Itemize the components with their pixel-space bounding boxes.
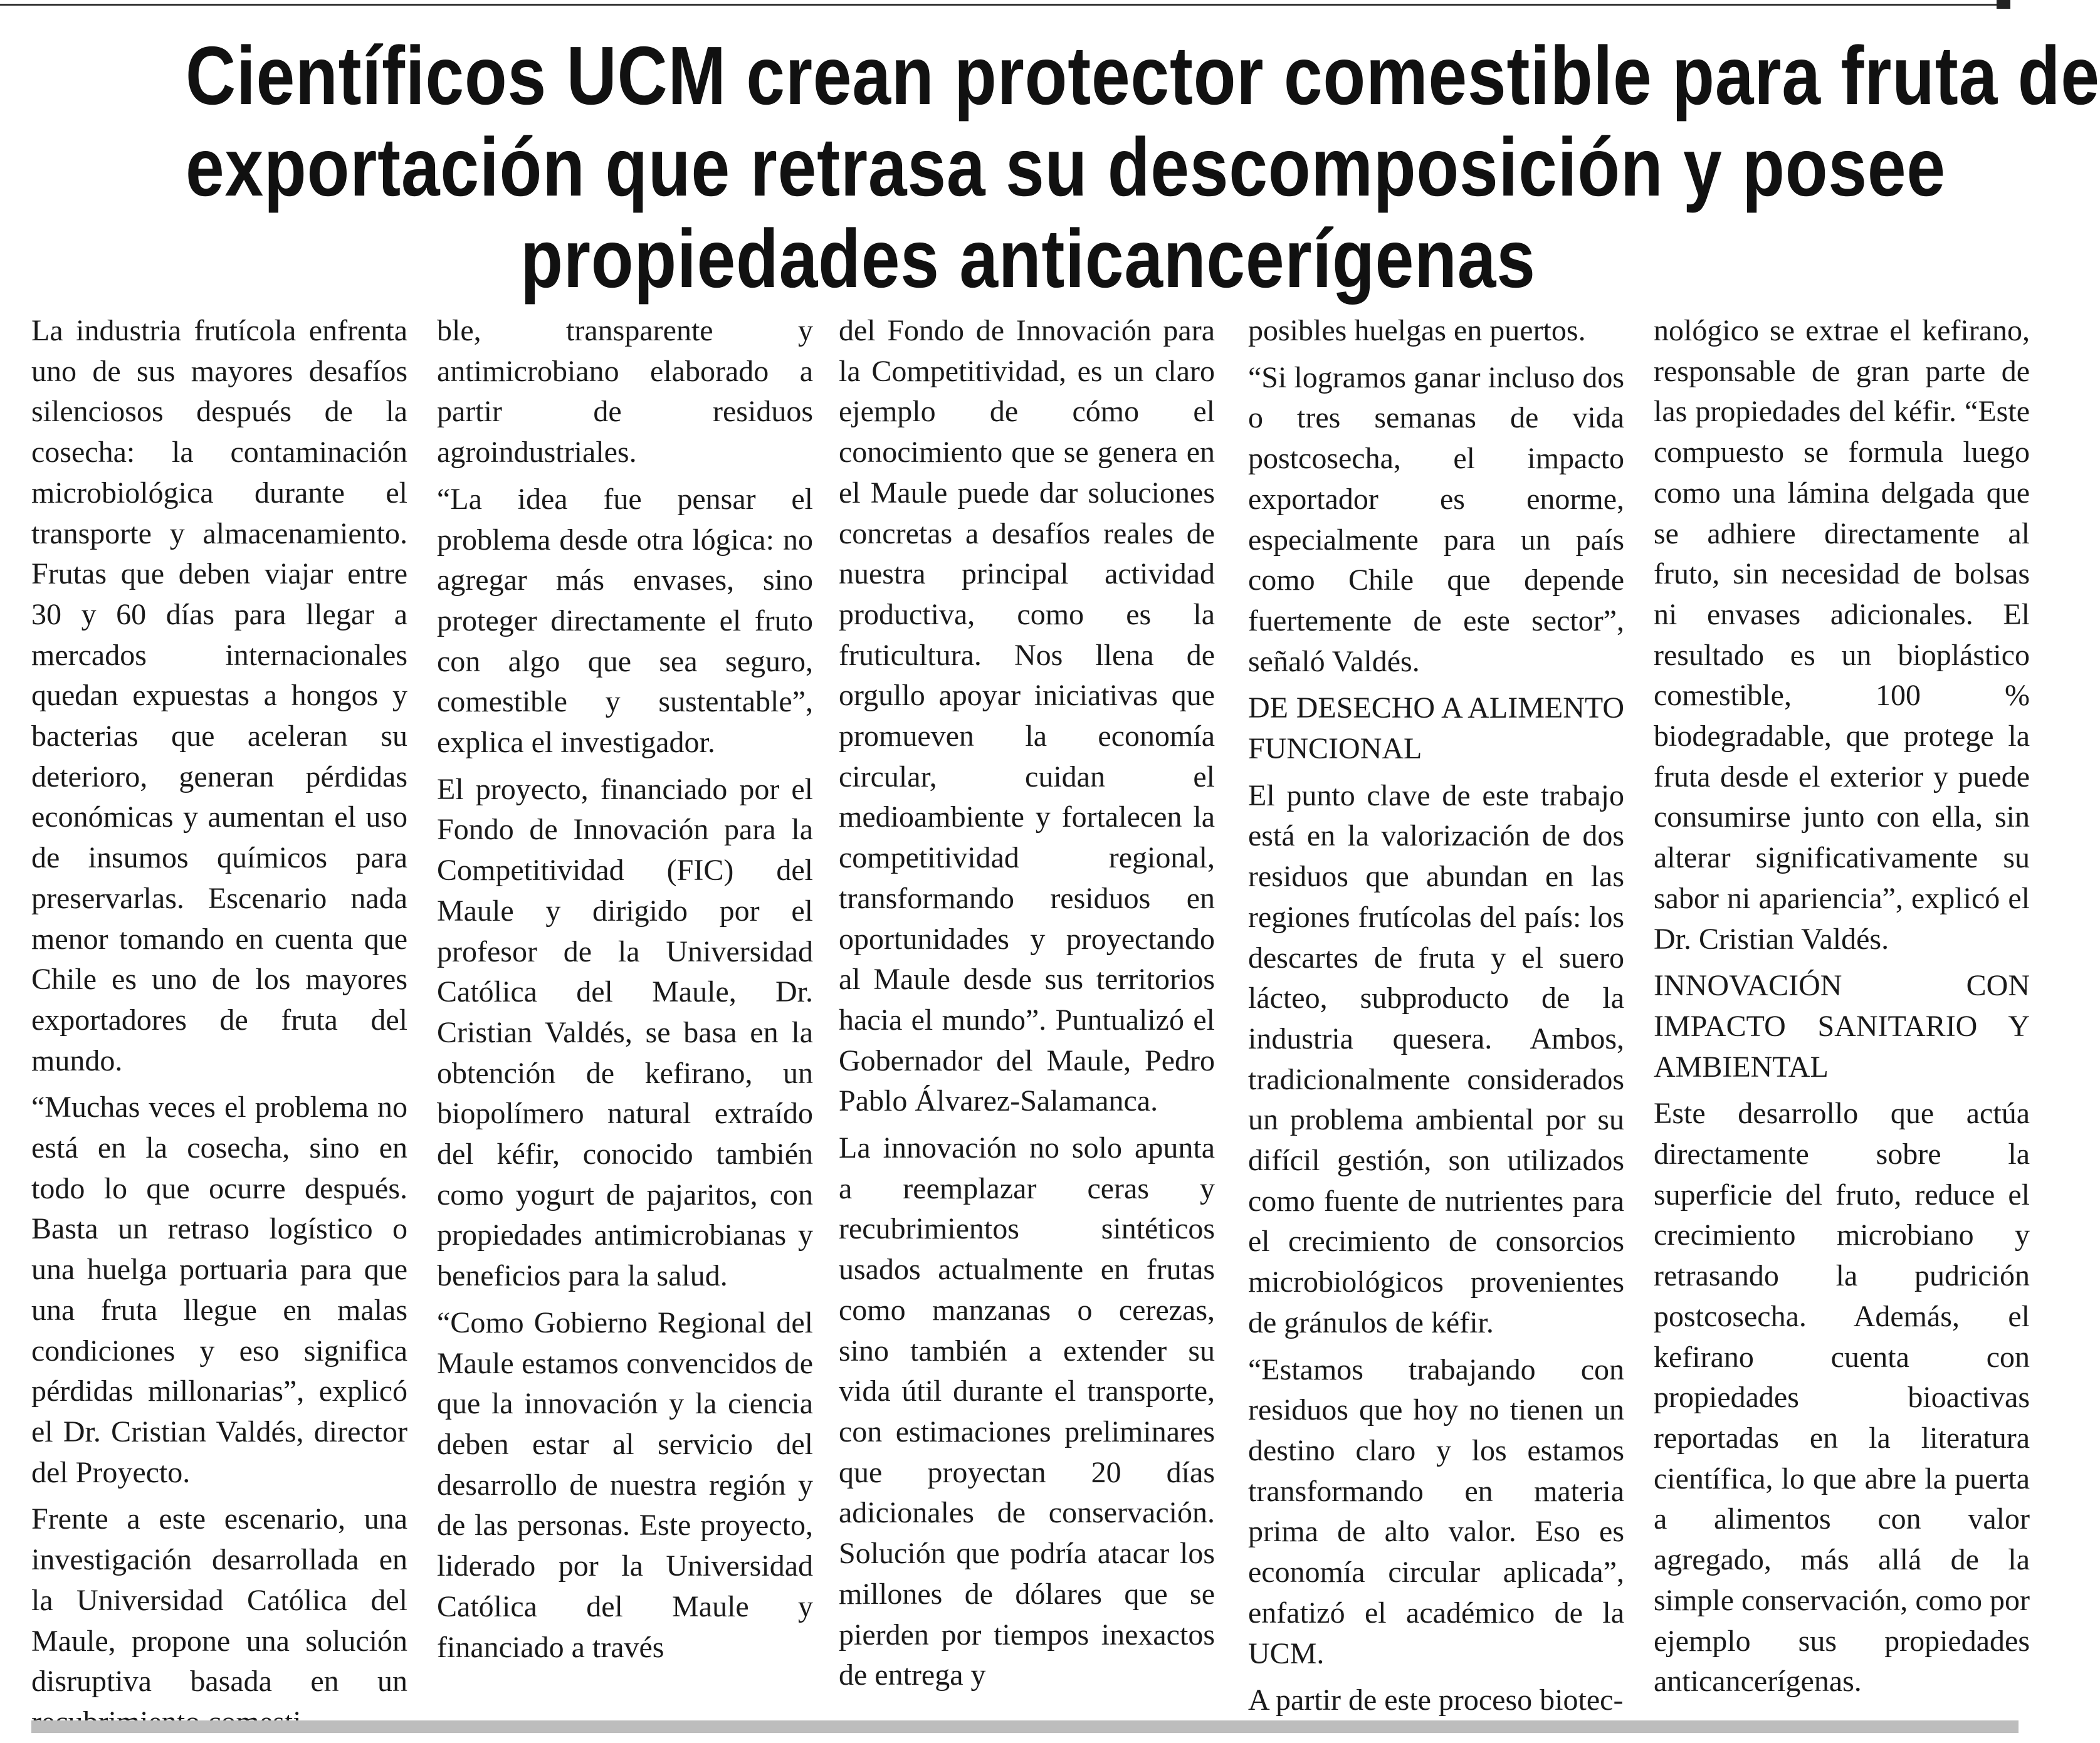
paragraph: Este desarrollo que actúa directamente sobre la superficie del fruto, reduce el crecimiento microbiano y retrasando la pudrición postcosecha. Además, el kefirano cuenta con propiedades bioactivas reportadas en la literatura científica, lo que abre la puerta a alimentos con valor agregado, más allá de la simple conservación, como por ejemplo sus propiedades anticancerígenas. [1654, 1097, 2030, 1699]
headline [186, 29, 2100, 305]
paragraph: “Estamos trabajando con residuos que hoy no tienen un destino claro y los estamos transformando en materia prima de alto valor. Eso es economía circular aplicada”, enfatizó el académico de la UCM. [1248, 1353, 1624, 1670]
paragraph: La industria frutícola enfrenta uno de sus mayores desafíos silenciosos después de la cosecha: la contaminación microbiológica durante el transporte y almacenamiento. Frutas que deben viajar entre 30 y 60 días para llegar a mercados internacionales quedan expuestas a hongos y bacterias que aceleran su deterioro, generan pérdidas económicas y aumentan el uso de insumos químicos para preservarlas. Escenario nada menor tomando en cuenta que Chile es uno de los mayores exportadores de fruta del mundo. [31, 314, 407, 1077]
paragraph: ble, transparente y antimicrobiano elaborado a partir de residuos agroindustriales. [437, 314, 813, 469]
article-body [0, 311, 2056, 1717]
section-heading: INNOVACIÓN CON IMPACTO SANITARIO Y AMBIENTAL [1654, 969, 2030, 1084]
section-heading: DE DESECHO A ALIMENTO FUNCIONAL [1248, 691, 1624, 766]
paragraph: Frente a este escenario, una investigación desarrollada en la Universidad Católica del Maule, propone una solución disruptiva basada en un [31, 1502, 407, 1699]
paragraph: “Como Gobierno Regional del Maule estamos convencidos de que la innovación y la ciencia deben estar al servicio del desarrollo de nuestra región y de las personas. Este proyecto, liderado por la Universidad Católica del Maule y financiado a través [437, 1306, 813, 1664]
column-5 [1654, 311, 2030, 1709]
paragraph: posibles huelgas en puertos. [1248, 314, 1586, 347]
page-corner-mark [1997, 0, 2010, 9]
bottom-rule [31, 1720, 2019, 1733]
column-2 [437, 311, 813, 1709]
headline-line-3: propiedades anticancerígenas [520, 212, 1536, 305]
paragraph: “Muchas veces el problema no está en la cosecha, sino en todo lo que ocurre después. Basta un retraso logístico o una huelga portuaria para que una fruta llegue en malas condiciones y eso significa pérdidas millonarias”, explicó el Dr. Cristian Valdés, director del Proyecto. [31, 1091, 407, 1489]
paragraph: El punto clave de este trabajo está en la valorización de dos residuos que abundan en las regiones frutícolas del país: los descartes de fruta y el suero lácteo, subproducto de la industria quesera. Ambos, tradicionalmente considerados un problema ambiental por su difícil gestión, son utilizados como fuente de nutrientes para el crecimiento de consorcios microbiológicos provenientes de gránulos de kéfir. [1248, 778, 1624, 1339]
column-4 [1248, 311, 1624, 1717]
column-3 [839, 311, 1215, 1709]
paragraph: “Si logramos ganar incluso dos o tres semanas de vida postcosecha, el impacto exportador es enorme, especialmente para un país como Chile que depende fuertemente de este sector”, señaló Valdés. [1248, 360, 1624, 678]
paragraph: La innovación no solo apunta a reemplazar ceras y recubrimientos sintéticos usados actualmente en frutas como manzanas o cerezas, sino también a extender su vida útil durante el transporte, con estimaciones preliminares que proyectan 20 días adicionales de conservación. Solución que podría atacar los millones de dólares que se pierden por tiempos inexactos de entrega y [839, 1131, 1215, 1692]
paragraph: del Fondo de Innovación para la Competitividad, es un claro ejemplo de cómo el conocimiento que se genera en el Maule puede dar soluciones concretas a desafíos reales de nuestra principal actividad productiva, como es la fruticultura. Nos llena de orgullo apoyar iniciativas que promueven la economía circular, cuidan el medioambiente y fortalecen la competitividad regional, transformando residuos en oportunidades y proyectando al Maule desde sus territorios hacia el mundo”. Puntualizó el Gobernador del Maule, Pedro Pablo Álvarez-Salamanca. [839, 314, 1215, 1118]
headline-line-1: Científicos UCM crean protector comestible para fruta de [186, 29, 2100, 122]
paragraph: A partir de este proceso biotec- [1248, 1683, 1624, 1717]
column-1 [31, 311, 407, 1709]
paragraph: nológico se extrae el kefirano, responsable de gran parte de las propiedades del kéfir. “Este compuesto se formula luego como una lámina delgada que se adhiere directamente al fruto, sin necesidad de bolsas ni envases adicionales. El resultado es un bioplástico comestible, 100 % biodegradable, que protege la fruta desde el exterior y puede consumirse junto con ella, sin alterar significativamente su sabor ni apariencia”, explicó el Dr. Cristian Valdés. [1654, 314, 2030, 956]
top-rule [0, 4, 1997, 6]
paragraph: El proyecto, financiado por el Fondo de Innovación para la Competitividad (FIC) del Maule y dirigido por el profesor de la Universidad Católica del Maule, Dr. Cristian Valdés, se basa en la obtención de kefirano, un biopolímero natural extraído del kéfir, conocido también como yogurt de pajaritos, con propiedades antimicrobianas y beneficios para la salud. [437, 772, 813, 1293]
headline-line-2: exportación que retrasa su descomposición y posee [186, 121, 1946, 213]
paragraph: “La idea fue pensar el problema desde otra lógica: no agregar más envases, sino proteger directamente el fruto con algo que sea seguro, comestible y sustentable”, explica el investigador. [437, 482, 813, 760]
